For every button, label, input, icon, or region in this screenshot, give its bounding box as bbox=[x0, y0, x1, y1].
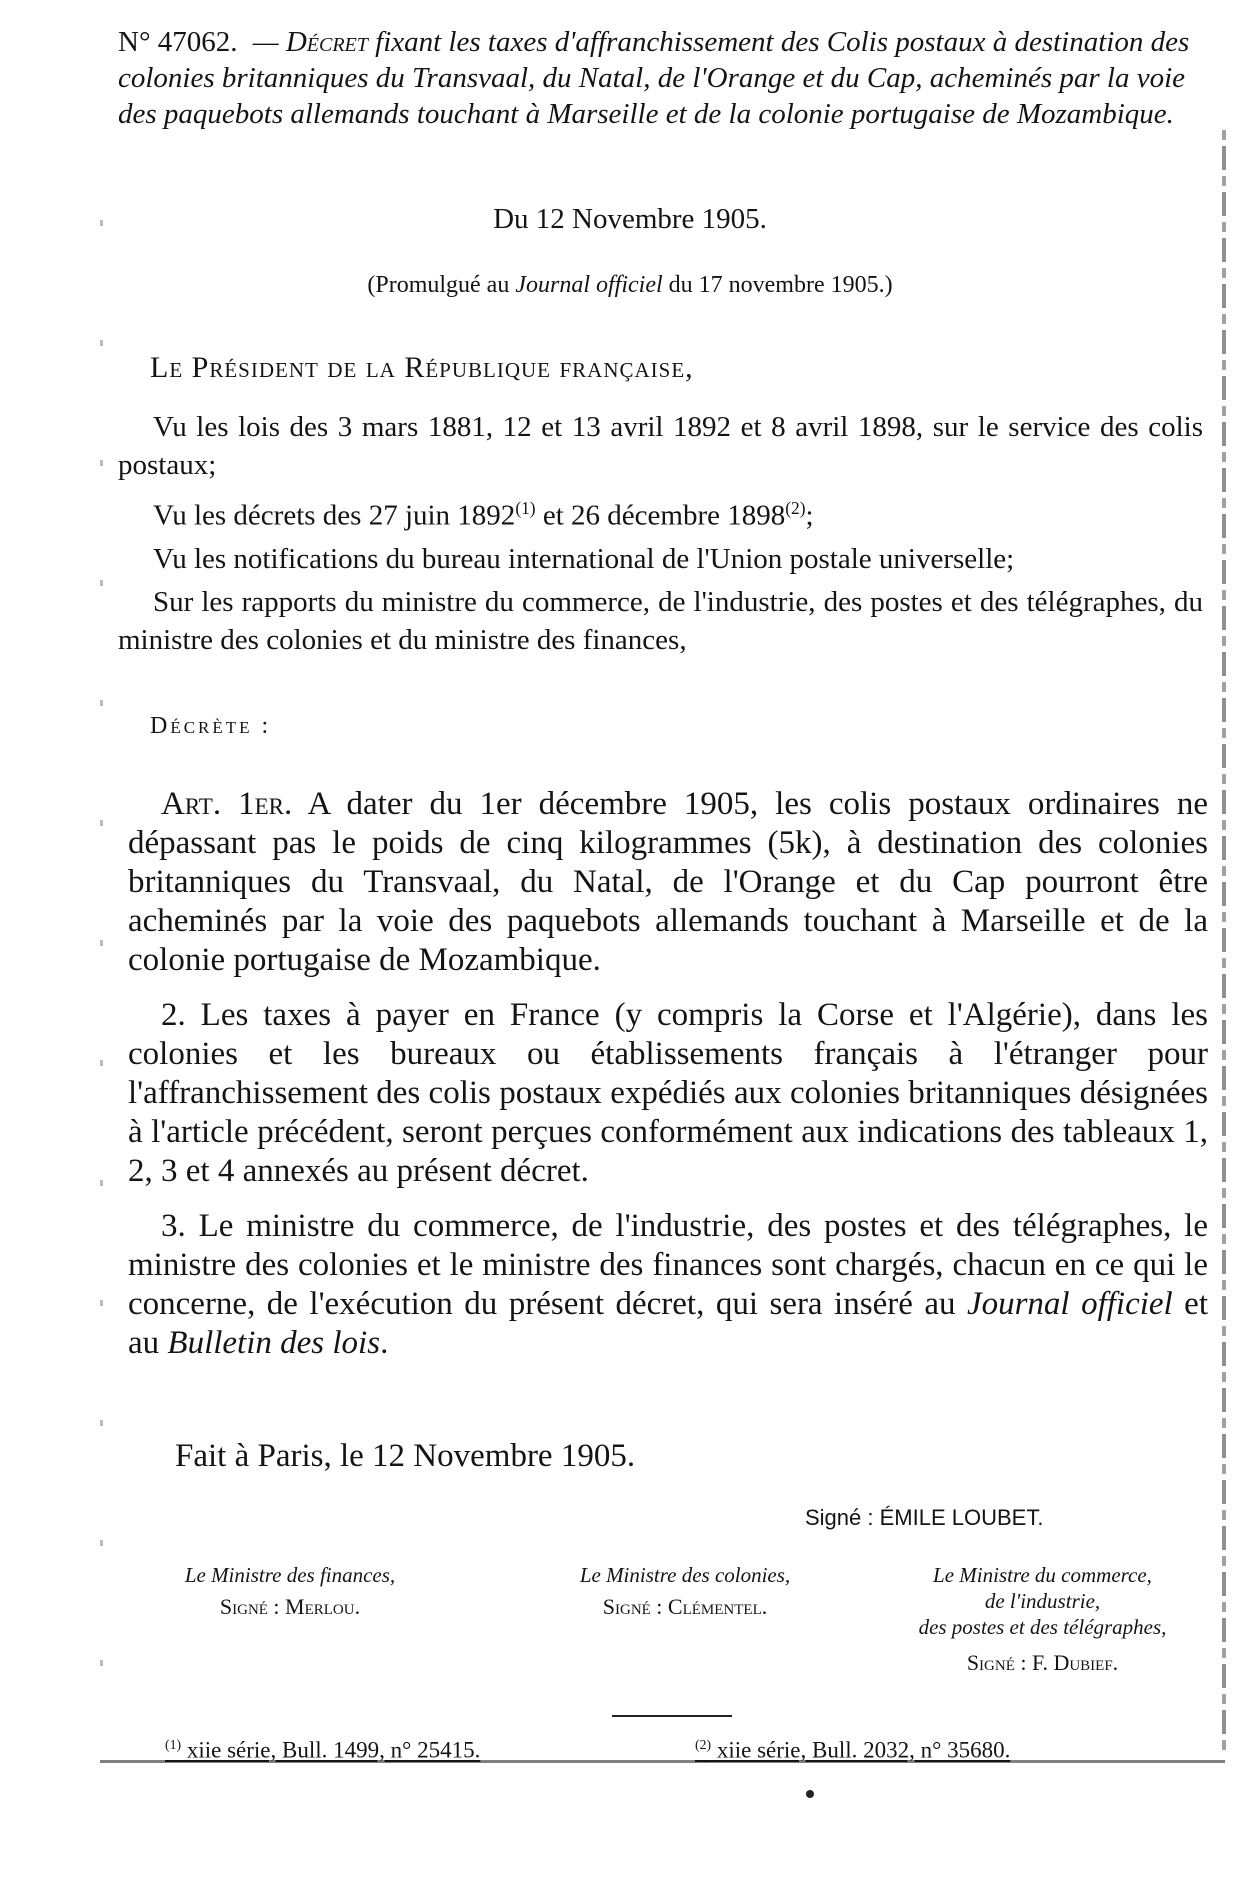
minister-colonies bbox=[520, 1562, 850, 1620]
article-3 bbox=[128, 1207, 1208, 1363]
minister-title-line: de l'industrie, bbox=[984, 1589, 1101, 1613]
bulletin-reference: Bulletin des lois bbox=[167, 1325, 381, 1361]
article-label: Art. 1er. bbox=[161, 786, 293, 822]
promulgation-before: (Promulgué au bbox=[367, 272, 516, 298]
decree-date: Du 12 Novembre 1905. bbox=[493, 203, 767, 235]
article-text: et au bbox=[128, 1286, 1208, 1361]
visas-section bbox=[118, 408, 1203, 664]
footnote-marker: (2) bbox=[695, 1737, 712, 1752]
minister-finances bbox=[130, 1562, 450, 1620]
articles-section bbox=[128, 785, 1208, 1379]
article-1 bbox=[128, 785, 1208, 980]
scan-border-left bbox=[100, 160, 103, 1760]
decree-word: — Décret bbox=[252, 26, 368, 58]
scan-speck bbox=[806, 1790, 814, 1798]
article-text: 3. Le ministre du commerce, de l'industrie, des postes et des télégraphes, le ministre des colonies et le ministre des finances sont chargés, chacun en ce qui le concerne, de l'exécution du présent décret, qui sera inséré au bbox=[128, 1208, 1208, 1322]
visa-text: et 26 décembre 1898 bbox=[535, 499, 786, 532]
decree-header bbox=[118, 24, 1198, 132]
visa-paragraph: Vu les notifications du bureau international de l'Union postale universelle; bbox=[153, 542, 1015, 575]
promulgation-journal: Journal officiel bbox=[515, 272, 663, 298]
visa-text: Vu les décrets des 27 juin 1892 bbox=[153, 499, 516, 532]
footnote-ref: (1) bbox=[515, 498, 536, 518]
minister-title-line: des postes et des télégraphes, bbox=[918, 1615, 1167, 1639]
minister-signatures bbox=[130, 1562, 1215, 1692]
visa-paragraph: Sur les rapports du ministre du commerce, de l'industrie, des postes et des télégraphes, du ministre des colonies et du ministre des finances, bbox=[118, 585, 1203, 656]
minister-signature: Signé : F. Dubief. bbox=[966, 1650, 1119, 1675]
president-heading: Le Président de la République française, bbox=[150, 351, 694, 384]
signing-place-date: Fait à Paris, le 12 Novembre 1905. bbox=[175, 1438, 636, 1474]
decree-title: fixant les taxes d'affranchissement des Colis postaux à destination des colonies britanniques du Transvaal, du Natal, de l'Orange et du Cap, acheminés par la voie des paquebots allemands touchant à Marseille et de la colonie portugaise de Mozambique. bbox=[118, 26, 1190, 130]
minister-title-line: Le Ministre du commerce, bbox=[933, 1563, 1152, 1587]
president-signature: Signé : ÉMILE LOUBET. bbox=[805, 1505, 1044, 1530]
promulgation-after: du 17 novembre 1905.) bbox=[662, 272, 893, 298]
footnote-2 bbox=[695, 1737, 1010, 1764]
footnote-divider bbox=[612, 1715, 732, 1717]
minister-title: Le Ministre des colonies, bbox=[579, 1563, 791, 1587]
promulgation-note bbox=[0, 272, 1260, 299]
journal-reference: Journal officiel bbox=[966, 1286, 1173, 1322]
footnote-ref: (2) bbox=[785, 498, 806, 518]
visa-text: ; bbox=[805, 499, 814, 532]
minister-commerce bbox=[870, 1562, 1215, 1676]
minister-signature: Signé : Clémentel. bbox=[602, 1594, 768, 1619]
decree-number: N° 47062. bbox=[118, 26, 238, 58]
article-text: . bbox=[380, 1325, 389, 1361]
minister-title: Le Ministre des finances, bbox=[184, 1563, 396, 1587]
minister-signature: Signé : Merlou. bbox=[219, 1594, 361, 1619]
footnote-1 bbox=[165, 1737, 480, 1764]
visa-paragraph: Vu les lois des 3 mars 1881, 12 et 13 avril 1892 et 8 avril 1898, sur le service des colis postaux; bbox=[118, 411, 1203, 481]
decrete-heading: Décrète : bbox=[150, 713, 272, 739]
footnote-text: xiie série, Bull. 1499, n° 25415. bbox=[181, 1737, 481, 1763]
footnote-text: xiie série, Bull. 2032, n° 35680. bbox=[711, 1737, 1011, 1763]
footnote-marker: (1) bbox=[165, 1737, 182, 1752]
scan-border-right bbox=[1222, 130, 1226, 1750]
article-text: A dater du 1er décembre 1905, les colis postaux ordinaires ne dépassant pas le poids de cinq kilogrammes (5k), à destination des colonies britanniques du Transvaal, du Natal, de l'Orange et du Cap pourront être acheminés par la voie des paquebots allemands touchant à Marseille et de la colonie portugaise de Mozambique. bbox=[128, 786, 1209, 978]
visa-paragraph bbox=[118, 489, 1203, 535]
article-2: 2. Les taxes à payer en France (y compris la Corse et l'Algérie), dans les colonies et les bureaux ou établissements français à l'étranger pour l'affranchissement des colis postaux expédiés aux colonies britanniques désignées à l'article précédent, seront perçues conformément aux indications des tableaux 1, 2, 3 et 4 annexés au présent décret. bbox=[128, 997, 1208, 1189]
